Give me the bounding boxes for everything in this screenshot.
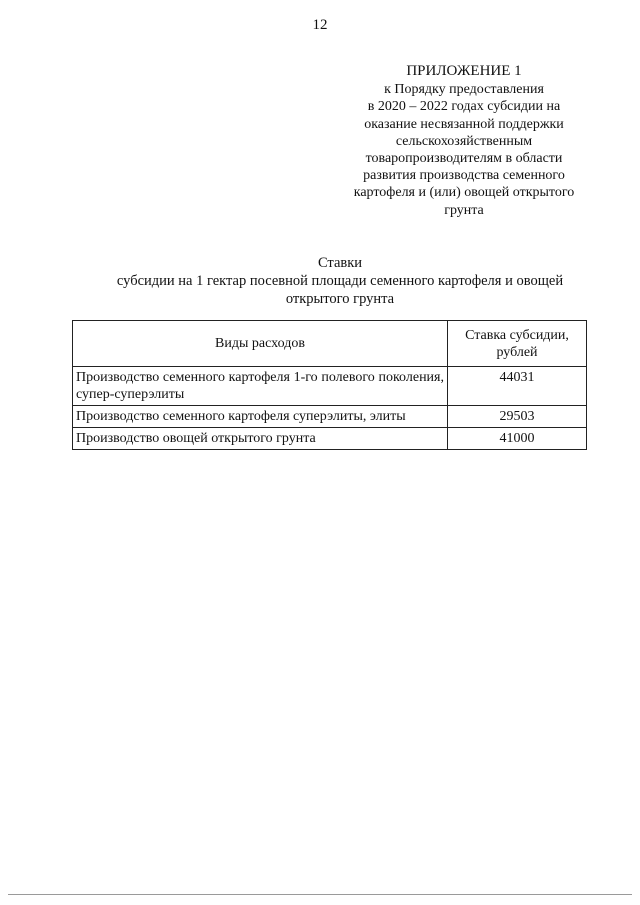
expense-type-cell: Производство овощей открытого грунта xyxy=(73,428,448,450)
rates-heading xyxy=(60,254,620,308)
heading-subtitle-line: открытого грунта xyxy=(285,291,395,307)
appendix-line: оказание несвязанной поддержки xyxy=(364,116,564,132)
column-header-rate: Ставка субсидии, рублей xyxy=(448,321,587,367)
heading-title: Ставки xyxy=(317,255,363,271)
page-bottom-rule xyxy=(8,894,632,895)
expense-type-cell: Производство семенного картофеля 1-го полевого поколения, супер-суперэлиты xyxy=(73,367,448,406)
page-number: 12 xyxy=(312,17,328,33)
rate-cell: 41000 xyxy=(448,428,587,450)
appendix-line: товаропроизводителям в области xyxy=(365,151,563,167)
table-row xyxy=(73,367,587,406)
appendix-line: сельскохозяйственным xyxy=(395,133,533,149)
rates-table xyxy=(72,320,587,450)
table-row xyxy=(73,428,587,450)
appendix-line: в 2020 – 2022 годах субсидии на xyxy=(367,99,561,115)
rate-cell: 29503 xyxy=(448,406,587,428)
appendix-title: ПРИЛОЖЕНИЕ 1 xyxy=(406,63,522,79)
appendix-line: картофеля и (или) овощей открытого xyxy=(353,185,575,201)
table-header-row xyxy=(73,321,587,367)
rate-cell: 44031 xyxy=(448,367,587,406)
expense-type-cell: Производство семенного картофеля суперэлиты, элиты xyxy=(73,406,448,428)
appendix-line: развития производства семенного xyxy=(363,168,565,184)
column-header-expense-type: Виды расходов xyxy=(73,321,448,367)
table-row xyxy=(73,406,587,428)
appendix-line: к Порядку предоставления xyxy=(384,82,544,98)
heading-subtitle-line: субсидии на 1 гектар посевной площади семенного картофеля и овощей xyxy=(116,273,564,289)
appendix-block xyxy=(333,63,595,219)
appendix-line: грунта xyxy=(444,202,484,218)
